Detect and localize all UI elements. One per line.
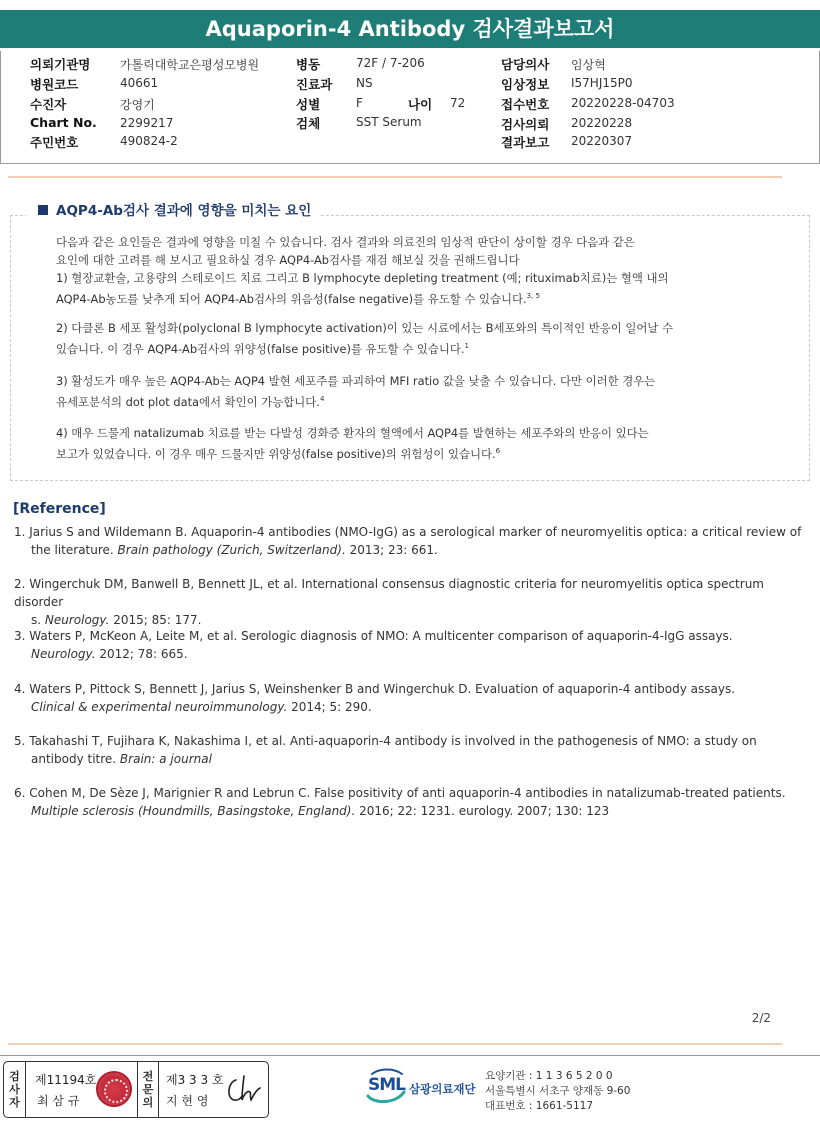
specialist-license: 제3 3 3 호	[166, 1073, 224, 1087]
signature-box	[3, 1061, 269, 1118]
factors-heading	[26, 202, 319, 220]
item4-line-1: 4) 매우 드물게 natalizumab 치료를 받는 다발성 경화증 환자의 혈액에서 AQP4를 발현하는 세포주와의 반응이 있다는	[56, 426, 649, 440]
item3-citation: 4	[319, 395, 325, 403]
attending-doctor-value: 임상혁	[571, 58, 606, 72]
specimen-value: SST Serum	[356, 115, 422, 129]
item2-line-2	[56, 337, 756, 358]
page-number: 2/2	[751, 1011, 771, 1025]
reference-3-line-2	[14, 645, 804, 663]
test-request-date-label: 검사의뢰	[501, 117, 550, 132]
square-bullet-icon	[38, 205, 48, 215]
ward-value: 72F / 7-206	[356, 56, 425, 70]
examiner-license: 제11194호	[35, 1073, 97, 1087]
factor-item-3	[56, 372, 756, 411]
intro-line-1: 다음과 같은 요인들은 결과에 영향을 미칠 수 있습니다. 검사 결과와 의료진의 임상적 판단이 상이할 경우 다음과 같은	[56, 235, 635, 249]
item1-line-2	[56, 287, 756, 308]
reference-item	[14, 732, 804, 768]
reference-1-journal: Brain pathology (Zurich, Switzerland).	[117, 543, 346, 557]
reference-item	[14, 784, 804, 820]
item1-line-2-text: AQP4-Ab농도를 낮추게 되어 AQP4-Ab검사의 위음성(false negative)를 유도할 수 있습니다.	[56, 292, 527, 306]
reference-5-line-2	[14, 750, 804, 768]
item2-citation: 1	[464, 342, 469, 350]
reference-1-line-1: 1. Jarius S and Wildemann B. Aquaporin-4 antibodies (NMO-IgG) as a serological marker of neuromyelitis optica: a critical review of	[14, 525, 802, 539]
item2-line-1: 2) 다클론 B 세포 활성화(polyclonal B lymphocyte activation)이 있는 시료에서는 B세포와의 특이적인 반응이 일어날 수	[56, 321, 673, 335]
patient-name-label: 수진자	[30, 97, 67, 112]
reference-6-journal: Multiple sclerosis (Houndmills, Basingstoke, England).	[31, 804, 356, 818]
reference-1-line-2	[14, 541, 804, 559]
age-label: 나이	[408, 97, 433, 112]
company-name: 삼광의료재단	[409, 1082, 476, 1096]
examiner-vertical-label	[4, 1062, 26, 1117]
reference-2-pre: s.	[31, 613, 45, 627]
department-label: 진료과	[296, 77, 333, 92]
hospital-code-value: 40661	[120, 76, 159, 90]
reference-item	[14, 627, 804, 663]
report-title: Aquaporin-4 Antibody 검사결과보고서	[0, 10, 820, 48]
resident-number-label: 주민번호	[30, 135, 79, 150]
reference-6-line-2	[14, 802, 804, 820]
company-address: 서울특별시 서초구 양재동 9-60	[485, 1085, 631, 1097]
specialist-vertical-text: 전문의	[142, 1070, 154, 1109]
reference-5-journal: Brain: a journal	[119, 752, 212, 766]
reference-5-pre: antibody titre.	[31, 752, 120, 766]
examiner-vertical-text: 검사자	[9, 1070, 20, 1109]
specialist-vertical-label	[137, 1062, 159, 1117]
item3-line-2-text: 유세포분석의 dot plot data에서 확인이 가능합니다.	[56, 395, 320, 409]
item4-citation: 6	[495, 447, 501, 455]
attending-doctor-label: 담당의사	[501, 57, 550, 72]
main-phone: 대표번호 : 1661-5117	[485, 1100, 594, 1112]
bottom-divider	[8, 1043, 782, 1045]
reference-item	[14, 523, 804, 559]
clinical-info-value: I57HJ15P0	[571, 76, 633, 90]
result-report-date-value: 20220307	[571, 134, 633, 148]
reference-6-post: 2016; 22: 1231. eurology. 2007; 130: 123	[355, 804, 610, 818]
hospital-code-label: 병원코드	[30, 77, 79, 92]
footer-rule	[0, 1055, 820, 1056]
resident-number-value: 490824-2	[120, 134, 178, 148]
reference-3-journal: Neurology.	[31, 647, 96, 661]
chart-no-label: Chart No.	[30, 115, 97, 130]
receipt-number-label: 접수번호	[501, 97, 550, 112]
result-report-date-label: 결과보고	[501, 135, 550, 150]
logo-text: SML	[368, 1075, 405, 1095]
institution-code: 요양기관 : 1 1 3 6 5 2 0 0	[485, 1070, 613, 1082]
age-value: 72	[450, 96, 466, 110]
specialist-name: 지 현 영	[166, 1094, 209, 1108]
reference-1-post: 2013; 23: 661.	[345, 543, 438, 557]
patient-name-value: 강영기	[120, 98, 155, 112]
chart-no-value: 2299217	[120, 116, 174, 130]
examiner-name: 최 삼 규	[37, 1094, 80, 1108]
reference-2-line-1: 2. Wingerchuk DM, Banwell B, Bennett JL, et al. International consensus diagnostic criteria for neuromyelitis optica spectrum disorder	[14, 577, 764, 609]
item4-line-2-text: 보고가 있었습니다. 이 경우 매우 드물지만 위양성(false positive)의 위험성이 있습니다.	[56, 447, 496, 461]
handwritten-signature-icon	[222, 1072, 266, 1108]
reference-item	[14, 680, 804, 716]
reference-1-pre: the literature.	[31, 543, 118, 557]
factors-heading-text: AQP4-Ab검사 결과에 영향을 미치는 요인	[56, 203, 312, 219]
intro-line-2: 요인에 대한 고려를 해 보시고 필요하실 경우 AQP4-Ab검사를 재검 해보실 것을 권해드립니다	[56, 253, 520, 267]
reference-2-journal: Neurology.	[44, 613, 110, 627]
item1-line-1: 1) 혈장교환술, 고용량의 스테로이드 치료 그리고 B lymphocyte depleting treatment (예; rituximab치료)는 혈액 내의	[56, 271, 669, 285]
reference-title: [Reference]	[13, 501, 106, 517]
reference-3-line-1: 3. Waters P, McKeon A, Leite M, et al. Serologic diagnosis of NMO: A multicenter comparison of aquaporin-4-IgG assays.	[14, 629, 733, 643]
official-seal-icon	[96, 1071, 132, 1107]
ward-label: 병동	[296, 57, 321, 72]
receipt-number-value: 20220228-04703	[571, 96, 675, 110]
item3-line-2	[56, 390, 756, 411]
reference-4-line-2	[14, 698, 804, 716]
specimen-label: 검체	[296, 116, 321, 131]
requesting-institution-label: 의뢰기관명	[30, 57, 91, 72]
test-request-date-value: 20220228	[571, 116, 633, 130]
patient-info-panel	[0, 51, 820, 164]
factor-item-2	[56, 319, 756, 358]
sex-label: 성별	[296, 97, 321, 112]
reference-6-line-1: 6. Cohen M, De Sèze J, Marignier R and Lebrun C. False positivity of anti aquaporin-4 antibodies in natalizumab-treated patients.	[14, 786, 786, 800]
item2-line-2-text: 있습니다. 이 경우 AQP4-Ab검사의 위양성(false positive)를 유도할 수 있습니다.	[56, 342, 465, 356]
top-divider	[8, 176, 782, 178]
reference-item	[14, 575, 804, 629]
factors-intro	[56, 233, 756, 308]
reference-5-line-1: 5. Takahashi T, Fujihara K, Nakashima I, et al. Anti-aquaporin-4 antibody is involved in the pathogenesis of NMO: a study on	[14, 734, 757, 748]
reference-4-journal: Clinical & experimental neuroimmunology.	[31, 700, 288, 714]
factor-item-4	[56, 424, 756, 463]
reference-2-post: 2015; 85: 177.	[109, 613, 202, 627]
reference-3-post: 2012; 78: 665.	[95, 647, 188, 661]
item4-line-2	[56, 442, 756, 463]
department-value: NS	[356, 76, 373, 90]
item3-line-1: 3) 활성도가 매우 높은 AQP4-Ab는 AQP4 발현 세포주를 파괴하여 MFI ratio 값을 낮출 수 있습니다. 다만 이러한 경우는	[56, 374, 656, 388]
clinical-info-label: 임상정보	[501, 77, 550, 92]
sex-value: F	[356, 96, 363, 110]
reference-4-line-1: 4. Waters P, Pittock S, Bennett J, Jarius S, Weinshenker B and Wingerchuk D. Evaluation of aquaporin-4 antibody assays.	[14, 682, 736, 696]
reference-4-post: 2014; 5: 290.	[287, 700, 372, 714]
item1-citation: 3, 5	[526, 292, 540, 300]
requesting-institution-value: 가톨릭대학교은평성모병원	[120, 58, 260, 72]
